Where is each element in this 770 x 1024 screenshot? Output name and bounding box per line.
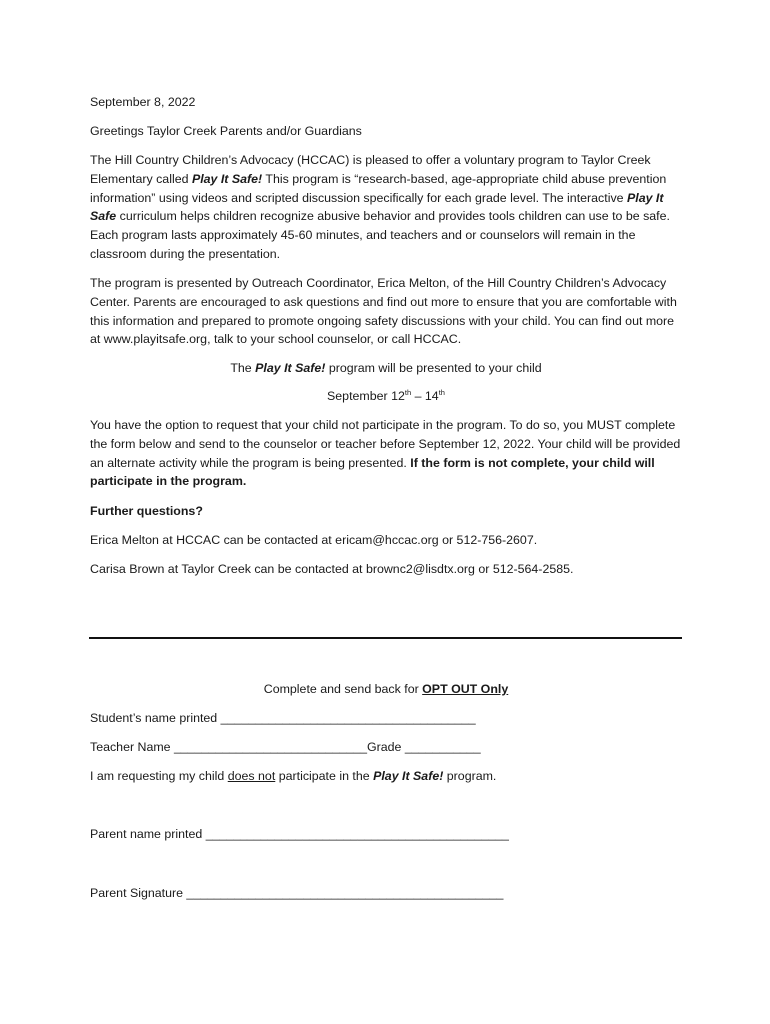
intro-text-3: curriculum helps children recognize abusive behavior and provides tools children can use to be safe. Each program lasts approximately 45-60 minutes, and teachers and or counselors will remain in the classroom during the presentation. — [90, 209, 670, 261]
opt-out-paragraph — [90, 416, 682, 491]
program-name-bold: Play It Safe! — [191, 171, 263, 186]
request-does-not: does not — [227, 769, 276, 783]
letter-date: September 8, 2022 — [90, 95, 196, 109]
intro-paragraph — [90, 151, 682, 264]
presented-pre: The — [230, 361, 256, 375]
presented-post: program will be presented to your child — [325, 361, 542, 375]
parent-name-field[interactable]: Parent name printed ____________________________________________ — [90, 827, 509, 841]
request-mid: participate in the — [275, 769, 374, 783]
dates-end-sup: th — [438, 388, 445, 397]
opt-out-warning: If the form is not complete, your child will participate in the program. — [90, 455, 655, 489]
presented-line — [90, 359, 682, 378]
form-heading-opt-out: OPT OUT Only — [422, 682, 509, 696]
contact-hccac: Erica Melton at HCCAC can be contacted at ericam@hccac.org or 512-756-2607. — [90, 533, 538, 547]
program-name-bold: Play It Safe! — [373, 769, 444, 783]
further-questions-heading: Further questions? — [90, 504, 203, 518]
program-name-bold: Play It Safe! — [255, 361, 326, 375]
opt-out-text: You have the option to request that your child not participate in the program. To do so, you MUST complete the form below and send to the counselor or teacher before September 12, 2022. Your child will be provided an alternate activity while the program is being presented. — [90, 418, 681, 470]
opt-out-request — [90, 767, 682, 786]
program-dates — [90, 387, 682, 406]
request-pre: I am requesting my child — [90, 769, 228, 783]
request-post: program. — [443, 769, 497, 783]
dates-start: September 12 — [327, 389, 405, 403]
parent-signature-field[interactable]: Parent Signature ______________________________________________ — [90, 886, 504, 900]
dates-sep: – 14 — [411, 389, 439, 403]
form-heading — [90, 680, 682, 699]
presenter-paragraph: The program is presented by Outreach Coordinator, Erica Melton, of the Hill Country Children’s Advocacy Center. Parents are encouraged to ask questions and find out more to ensure that you are comfortable with this information and prepared to promote ongoing safety discussions with your child. You can find out more at www.playitsafe.org, talk to your school counselor, or call HCCAC. — [90, 276, 677, 347]
student-name-field[interactable]: Student’s name printed _____________________________________ — [90, 711, 476, 725]
letter-greeting: Greetings Taylor Creek Parents and/or Guardians — [90, 124, 362, 138]
section-divider — [89, 637, 682, 639]
teacher-grade-field[interactable]: Teacher Name ____________________________Grade ___________ — [90, 740, 481, 754]
program-name-bold: Play It Safe — [90, 190, 664, 224]
contact-taylor-creek: Carisa Brown at Taylor Creek can be contacted at brownc2@lisdtx.org or 512-564-2585. — [90, 562, 574, 576]
intro-text-1: The Hill Country Children’s Advocacy (HCCAC) is pleased to offer a voluntary program to Taylor Creek Elementary called — [90, 153, 651, 186]
dates-start-sup: th — [404, 388, 412, 397]
intro-text-2: This program is “research-based, age-appropriate child abuse prevention information” using videos and scripted discussion specifically for each grade level. The interactive — [90, 171, 667, 205]
form-heading-pre: Complete and send back for — [263, 682, 423, 696]
